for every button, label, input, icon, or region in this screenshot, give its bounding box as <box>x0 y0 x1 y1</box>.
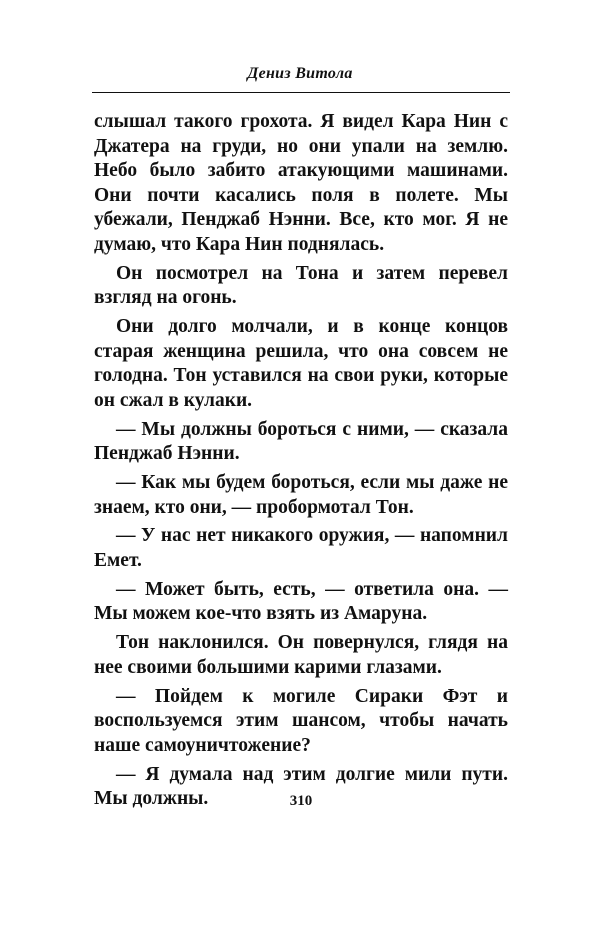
running-title: Дениз Витола <box>247 65 353 82</box>
paragraph: — Может быть, есть, — ответила она. — Мы можем кое-что взять из Амаруна. <box>94 578 508 625</box>
paragraph: Они долго молчали, и в конце концов старая женщина решила, что она совсем не голодна. Тон уставился на свои руки, которые он сжал в кулаки. <box>94 316 508 411</box>
page-number: 310 <box>289 793 313 809</box>
paragraph: слышал такого грохота. Я видел Кара Нин с Джатера на груди, но они упали на землю. Небо было забито атакующими машинами. Они почти касались поля в полете. Мы убежали, Пенджаб Нэнни. Все, кто мог. Я не думаю, что Кара Нин поднялась. <box>94 111 508 255</box>
paragraph: Он посмотрел на Тона и затем перевел взгляд на огонь. <box>94 262 508 309</box>
header-rule <box>92 92 510 93</box>
paragraph: — Как мы будем бороться, если мы даже не знаем, кто они, — пробормотал Тон. <box>94 472 508 518</box>
paragraph: — Мы должны бороться с ними, — сказала Пенджаб Нэнни. <box>94 418 508 465</box>
body-text <box>94 110 508 816</box>
paragraph: Тон наклонился. Он повернулся, глядя на нее своими большими карими глазами. <box>94 632 508 678</box>
paragraph: — Пойдем к могиле Сираки Фэт и воспользуемся этим шансом, чтобы начать наше самоуничтожение? <box>94 685 508 756</box>
paragraph: — Я думала над этим долгие мили пути. Мы должны. <box>94 763 508 810</box>
paragraph: — У нас нет никакого оружия, — напомнил Емет. <box>94 525 508 572</box>
